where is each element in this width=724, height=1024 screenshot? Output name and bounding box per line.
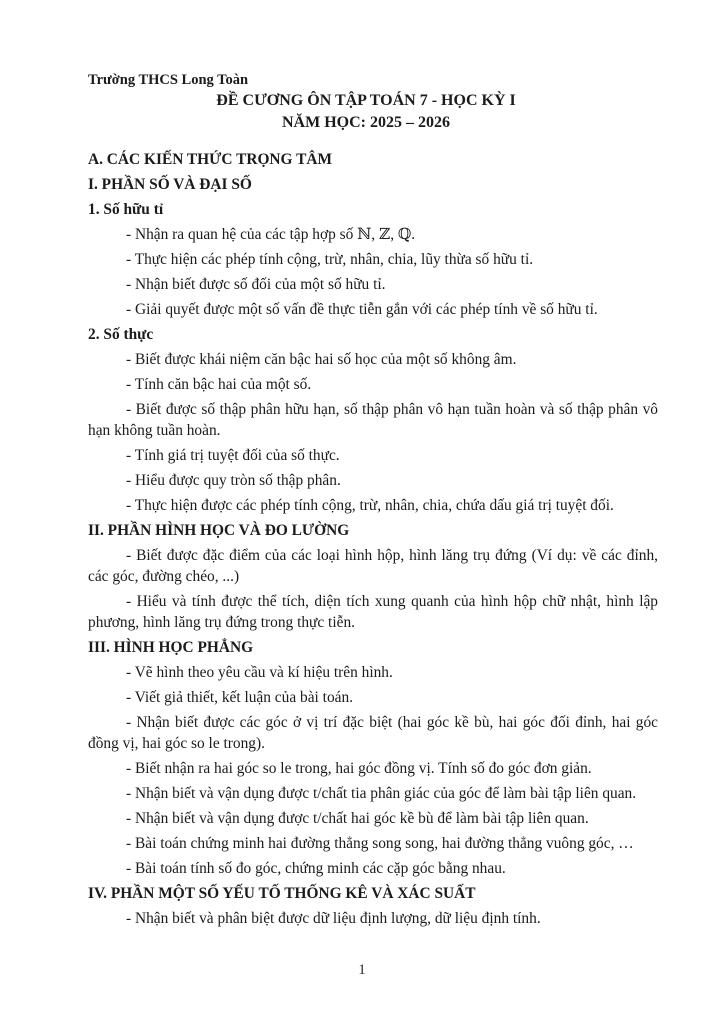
part-heading: A. CÁC KIẾN THỨC TRỌNG TÂM [88, 151, 332, 168]
document-title: ĐỀ CƯƠNG ÔN TẬP TOÁN 7 - HỌC KỲ I [216, 92, 516, 109]
list-item: - Nhận ra quan hệ của các tập hợp số ℕ, ℤ, ℚ. [126, 226, 416, 243]
section-heading-3: III. HÌNH HỌC PHẲNG [88, 639, 254, 656]
page-header [88, 70, 658, 134]
list-item: - Hiểu và tính được thể tích, diện tích xung quanh của hình hộp chữ nhật, hình lập phương, hình lăng trụ đứng trong thực tiễn. [88, 593, 658, 631]
list-item: - Nhận biết và vận dụng được t/chất tia phân giác của góc để làm bài tập liên quan. [126, 785, 637, 802]
list-item: - Tính giá trị tuyệt đối của số thực. [126, 447, 340, 464]
list-item: - Giải quyết được một số vấn đề thực tiễn gắn với các phép tính về số hữu tỉ. [126, 301, 598, 318]
list-item: - Thực hiện các phép tính cộng, trừ, nhân, chia, lũy thừa số hữu tỉ. [126, 251, 534, 268]
list-item: - Viết giả thiết, kết luận của bài toán. [126, 689, 354, 706]
school-name: Trường THCS Long Toàn [88, 72, 249, 88]
list-item: - Biết nhận ra hai góc so le trong, hai góc đồng vị. Tính số đo góc đơn giản. [126, 760, 592, 777]
list-item: - Bài toán chứng minh hai đường thẳng song song, hai đường thẳng vuông góc, … [126, 835, 634, 852]
list-item: - Nhận biết và vận dụng được t/chất hai góc kề bù để làm bài tập liên quan. [126, 810, 589, 827]
section-heading-1: I. PHẦN SỐ VÀ ĐẠI SỐ [88, 176, 252, 193]
subsection-heading-1-2: 2. Số thực [88, 326, 154, 343]
list-item: - Biết được khái niệm căn bậc hai số học của một số không âm. [126, 351, 517, 368]
page-content [88, 149, 658, 933]
school-year: NĂM HỌC: 2025 – 2026 [282, 114, 450, 131]
list-item: - Thực hiện được các phép tính cộng, trừ, nhân, chia, chứa dấu giá trị tuyệt đối. [126, 497, 614, 514]
list-item: - Nhận biết được các góc ở vị trí đặc biệt (hai góc kề bù, hai góc đối đỉnh, hai góc đồng vị, hai góc so le trong). [88, 714, 658, 752]
list-item: - Bài toán tính số đo góc, chứng minh các cặp góc bằng nhau. [126, 860, 506, 877]
page-number: 1 [358, 962, 366, 978]
list-item: - Nhận biết được số đối của một số hữu tỉ. [126, 276, 386, 293]
list-item: - Biết được số thập phân hữu hạn, số thập phân vô hạn tuần hoàn và số thập phân vô hạn không tuần hoàn. [88, 401, 658, 439]
list-item: - Hiểu được quy tròn số thập phân. [126, 472, 341, 489]
page-footer [0, 962, 724, 979]
subsection-heading-1-1: 1. Số hữu tỉ [88, 201, 164, 218]
section-heading-2: II. PHẦN HÌNH HỌC VÀ ĐO LƯỜNG [88, 522, 350, 539]
list-item: - Tính căn bậc hai của một số. [126, 376, 312, 393]
list-item: - Nhận biết và phân biệt được dữ liệu định lượng, dữ liệu định tính. [126, 910, 541, 927]
list-item: - Vẽ hình theo yêu cầu và kí hiệu trên hình. [126, 664, 393, 681]
list-item: - Biết được đặc điểm của các loại hình hộp, hình lăng trụ đứng (Ví dụ: về các đỉnh, các góc, đường chéo, ...) [88, 547, 658, 585]
section-heading-4: IV. PHẦN MỘT SỐ YẾU TỐ THỐNG KÊ VÀ XÁC SUẤT [88, 885, 476, 902]
